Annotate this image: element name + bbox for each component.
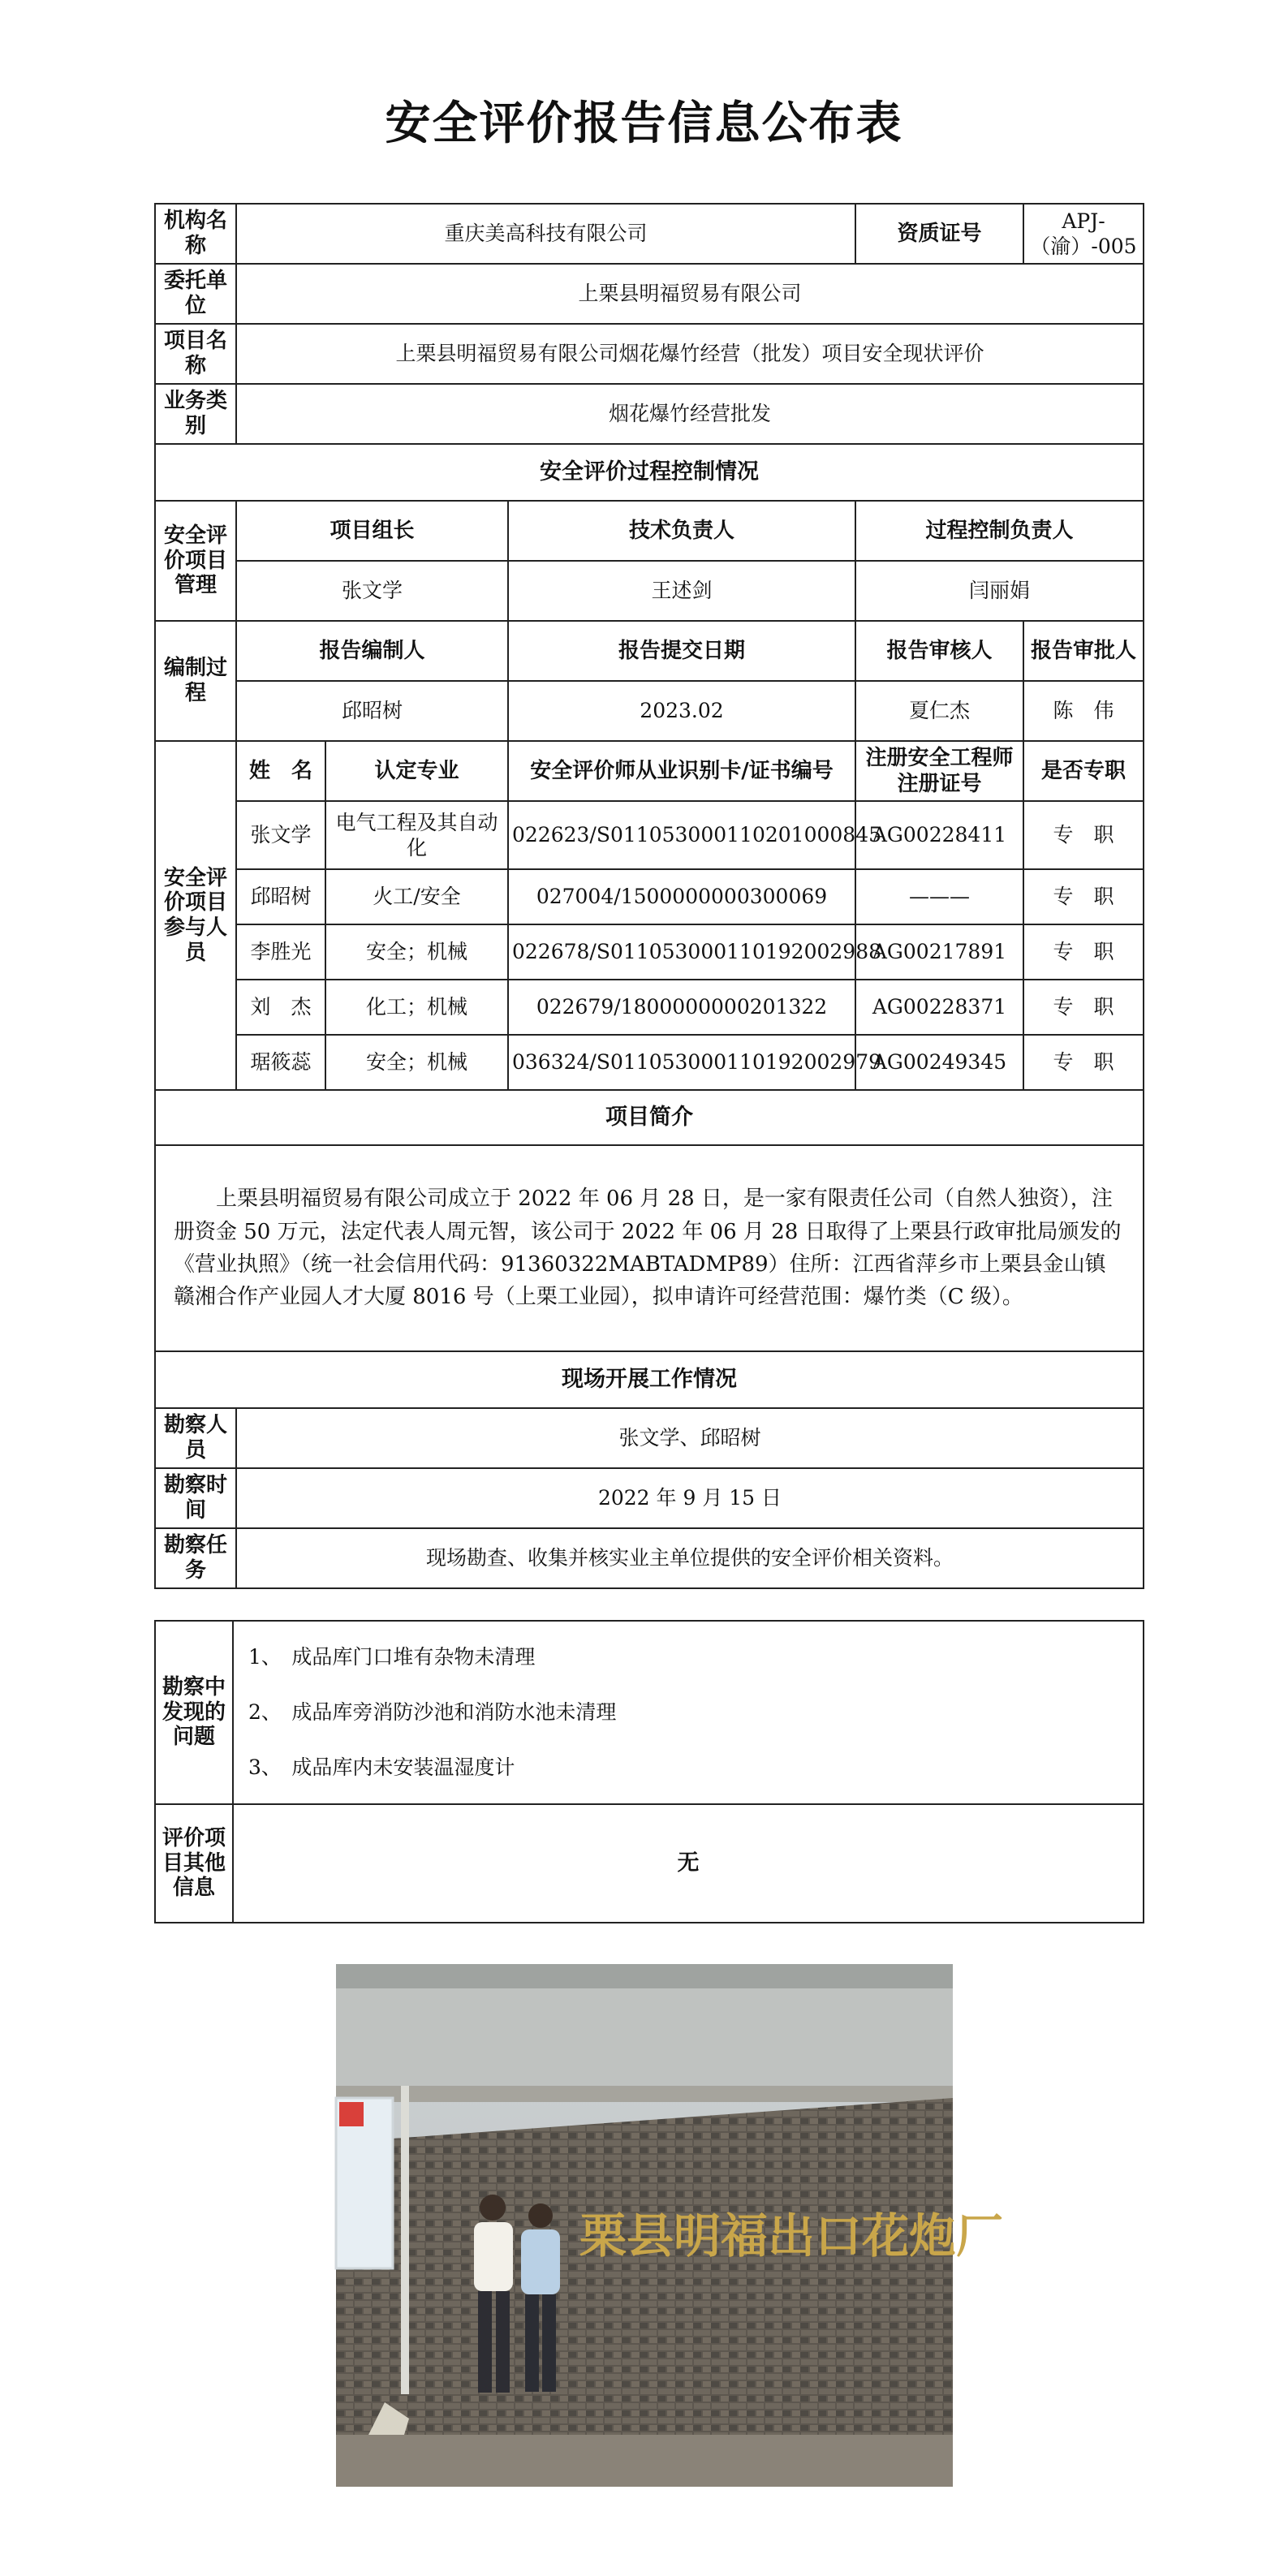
- compilation-value: 陈 伟: [1023, 681, 1144, 741]
- compilation-header: 报告审核人: [855, 621, 1023, 681]
- other-value: 无: [233, 1804, 1144, 1923]
- personnel-fulltime: 专 职: [1023, 1035, 1144, 1090]
- personnel-header: 是否专职: [1023, 741, 1144, 801]
- personnel-header: 姓 名: [236, 741, 325, 801]
- personnel-major: 化工；机械: [325, 980, 508, 1035]
- site-staff-value: 张文学、邱昭树: [236, 1408, 1144, 1468]
- personnel-major: 火工/安全: [325, 869, 508, 924]
- issues-list: [233, 1621, 1144, 1804]
- table-row: [155, 924, 1144, 980]
- personnel-cert: 036324/S011053000110192002979: [508, 1035, 855, 1090]
- personnel-header: 安全评价师从业识别卡/证书编号: [508, 741, 855, 801]
- management-value: 闫丽娟: [855, 561, 1144, 621]
- project-label: 项目名称: [155, 324, 236, 384]
- compilation-header: 报告提交日期: [508, 621, 855, 681]
- personnel-name: 李胜光: [236, 924, 325, 980]
- photo-sign-text: 栗县明福出口花炮厂: [579, 2208, 1004, 2264]
- compilation-value: 夏仁杰: [855, 681, 1023, 741]
- personnel-fulltime: 专 职: [1023, 801, 1144, 869]
- process-section-heading: 安全评价过程控制情况: [155, 444, 1144, 501]
- site-task-value: 现场勘查、收集并核实业主单位提供的安全评价相关资料。: [236, 1528, 1144, 1588]
- personnel-reg: AG00249345: [855, 1035, 1023, 1090]
- management-header: 项目组长: [236, 501, 508, 561]
- personnel-name: 刘 杰: [236, 980, 325, 1035]
- management-label: 安全评价项目管理: [155, 501, 236, 621]
- personnel-reg: AG00217891: [855, 924, 1023, 980]
- info-table: [154, 203, 1144, 1589]
- management-value: 张文学: [236, 561, 508, 621]
- personnel-cert: 022678/S011053000110192002988: [508, 924, 855, 980]
- issue-item: 3、 成品库内未安装温湿度计: [248, 1755, 515, 1779]
- personnel-major: 安全；机械: [325, 1035, 508, 1090]
- personnel-reg: ———: [855, 869, 1023, 924]
- compilation-label: 编制过程: [155, 621, 236, 741]
- site-task-label: 勘察任务: [155, 1528, 236, 1588]
- site-time-label: 勘察时间: [155, 1468, 236, 1528]
- personnel-name: 张文学: [236, 801, 325, 869]
- compilation-header: 报告编制人: [236, 621, 508, 681]
- table-row: [155, 801, 1144, 869]
- client-label: 委托单位: [155, 264, 236, 324]
- org-label: 机构名称: [155, 204, 236, 264]
- intro-section-heading: 项目简介: [155, 1090, 1144, 1145]
- issues-label: 勘察中发现的问题: [155, 1621, 233, 1804]
- personnel-fulltime: 专 职: [1023, 980, 1144, 1035]
- issue-item: 2、 成品库旁消防沙池和消防水池未清理: [248, 1700, 617, 1724]
- management-header: 技术负责人: [508, 501, 855, 561]
- cert-value: APJ-（渝）-005: [1023, 204, 1144, 264]
- other-label: 评价项目其他信息: [155, 1804, 233, 1923]
- management-value: 王述剑: [508, 561, 855, 621]
- intro-text: 上栗县明福贸易有限公司成立于 2022 年 06 月 28 日，是一家有限责任公司（自然人独资），注册资金 50 万元，法定代表人周元智，该公司于 2022 年 06 月 28 日取得了上栗县行政审批局颁发的《营业执照》（统一社会信用代码：91360322MABTADMP89）住所：江西省萍乡市上栗县金山镇赣湘合作产业园人才大厦 8016 号（上栗工业园），拟申请许可经营范围：爆竹类（C 级）。: [155, 1145, 1144, 1351]
- personnel-name: 邱昭树: [236, 869, 325, 924]
- project-value: 上栗县明福贸易有限公司烟花爆竹经营（批发）项目安全现状评价: [236, 324, 1144, 384]
- business-value: 烟花爆竹经营批发: [236, 384, 1144, 444]
- management-header: 过程控制负责人: [855, 501, 1144, 561]
- cert-label: 资质证号: [855, 204, 1023, 264]
- table-row: [155, 1035, 1144, 1090]
- business-label: 业务类别: [155, 384, 236, 444]
- personnel-cert: 027004/1500000000300069: [508, 869, 855, 924]
- personnel-name: 琚筱蕊: [236, 1035, 325, 1090]
- personnel-cert: 022679/1800000000201322: [508, 980, 855, 1035]
- compilation-header: 报告审批人: [1023, 621, 1144, 681]
- site-time-value: 2022 年 9 月 15 日: [236, 1468, 1144, 1528]
- table-row: [155, 869, 1144, 924]
- site-staff-label: 勘察人员: [155, 1408, 236, 1468]
- personnel-major: 电气工程及其自动化: [325, 801, 508, 869]
- personnel-cert: 022623/S011053000110201000845: [508, 801, 855, 869]
- compilation-value: 邱昭树: [236, 681, 508, 741]
- org-value: 重庆美高科技有限公司: [236, 204, 855, 264]
- personnel-major: 安全；机械: [325, 924, 508, 980]
- page-title: 安全评价报告信息公布表: [385, 97, 903, 150]
- site-section-heading: 现场开展工作情况: [155, 1351, 1144, 1408]
- issues-table: [154, 1620, 1144, 1923]
- table-row: [155, 980, 1144, 1035]
- compilation-value: 2023.02: [508, 681, 855, 741]
- issue-item: 1、 成品库门口堆有杂物未清理: [248, 1645, 536, 1669]
- personnel-header: 注册安全工程师注册证号: [855, 741, 1023, 801]
- personnel-header: 认定专业: [325, 741, 508, 801]
- personnel-fulltime: 专 职: [1023, 869, 1144, 924]
- client-value: 上栗县明福贸易有限公司: [236, 264, 1144, 324]
- personnel-fulltime: 专 职: [1023, 924, 1144, 980]
- personnel-label: 安全评价项目参与人员: [155, 741, 236, 1090]
- site-photo: [336, 1964, 1004, 2487]
- personnel-reg: AG00228411: [855, 801, 1023, 869]
- personnel-reg: AG00228371: [855, 980, 1023, 1035]
